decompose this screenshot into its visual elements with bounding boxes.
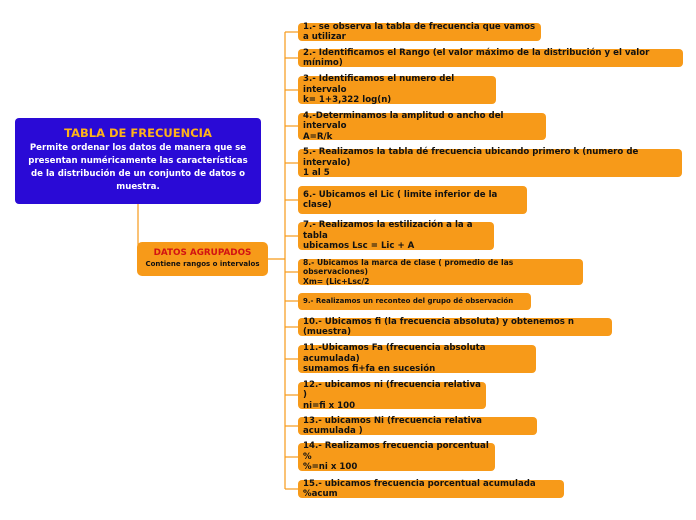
branch-title: DATOS AGRUPADOS (153, 248, 252, 258)
root-node-tabla-de-frecuencia[interactable] (15, 118, 261, 204)
branch-subtitle: Contiene rangos o intervalos (145, 260, 260, 268)
step-3[interactable]: 3.- Identificamos el numero del intervalo k= 1+3,322 log(n) (298, 76, 496, 104)
step-6[interactable]: 6.- Ubicamos el Lic ( limite inferior de la clase) (298, 186, 527, 214)
root-description: Permite ordenar los datos de manera que se presentan numéricamente las características de la distribución de un conjunto de datos o muestra. (28, 143, 248, 192)
step-2[interactable]: 2.- Identificamos el Rango (el valor máximo de la distribución y el valor mínimo) (298, 49, 683, 67)
step-7[interactable]: 7.- Realizamos la estilización a la a tabla ubicamos Lsc = Lic + A (298, 222, 494, 250)
step-1[interactable]: 1.- se observa la tabla de frecuencia que vamos a utilizar (298, 23, 541, 41)
root-title: TABLA DE FRECUENCIA (64, 126, 212, 140)
step-4[interactable]: 4.-Determinamos la amplitud o ancho del intervalo A=R/k (298, 113, 546, 140)
step-11[interactable]: 11.-Ubicamos Fa (frecuencia absoluta acumulada) sumamos fi+fa en sucesión (298, 345, 536, 373)
branch-node-datos-agrupados[interactable] (137, 242, 268, 276)
step-8[interactable]: 8.- Ubicamos la marca de clase ( promedio de las observaciones) Xm= (Lic+Lsc/2 (298, 259, 583, 285)
step-15[interactable]: 15.- ubicamos frecuencia porcentual acumulada %acum (298, 480, 564, 498)
step-13[interactable]: 13.- ubicamos Ni (frecuencia relativa acumulada ) (298, 417, 537, 435)
step-9[interactable]: 9.- Realizamos un reconteo del grupo dé observación (298, 293, 531, 310)
step-12[interactable]: 12.- ubicamos ni (frecuencia relativa ) ni=fi x 100 (298, 382, 486, 409)
step-5[interactable]: 5.- Realizamos la tabla dé frecuencia ubicando primero k (numero de intervalo) 1 al 5 (298, 149, 682, 177)
step-10[interactable]: 10.- Ubicamos fi (la frecuencia absoluta) y obtenemos n (muestra) (298, 318, 612, 336)
step-14[interactable]: 14.- Realizamos frecuencia porcentual % %=ni x 100 (298, 443, 495, 471)
